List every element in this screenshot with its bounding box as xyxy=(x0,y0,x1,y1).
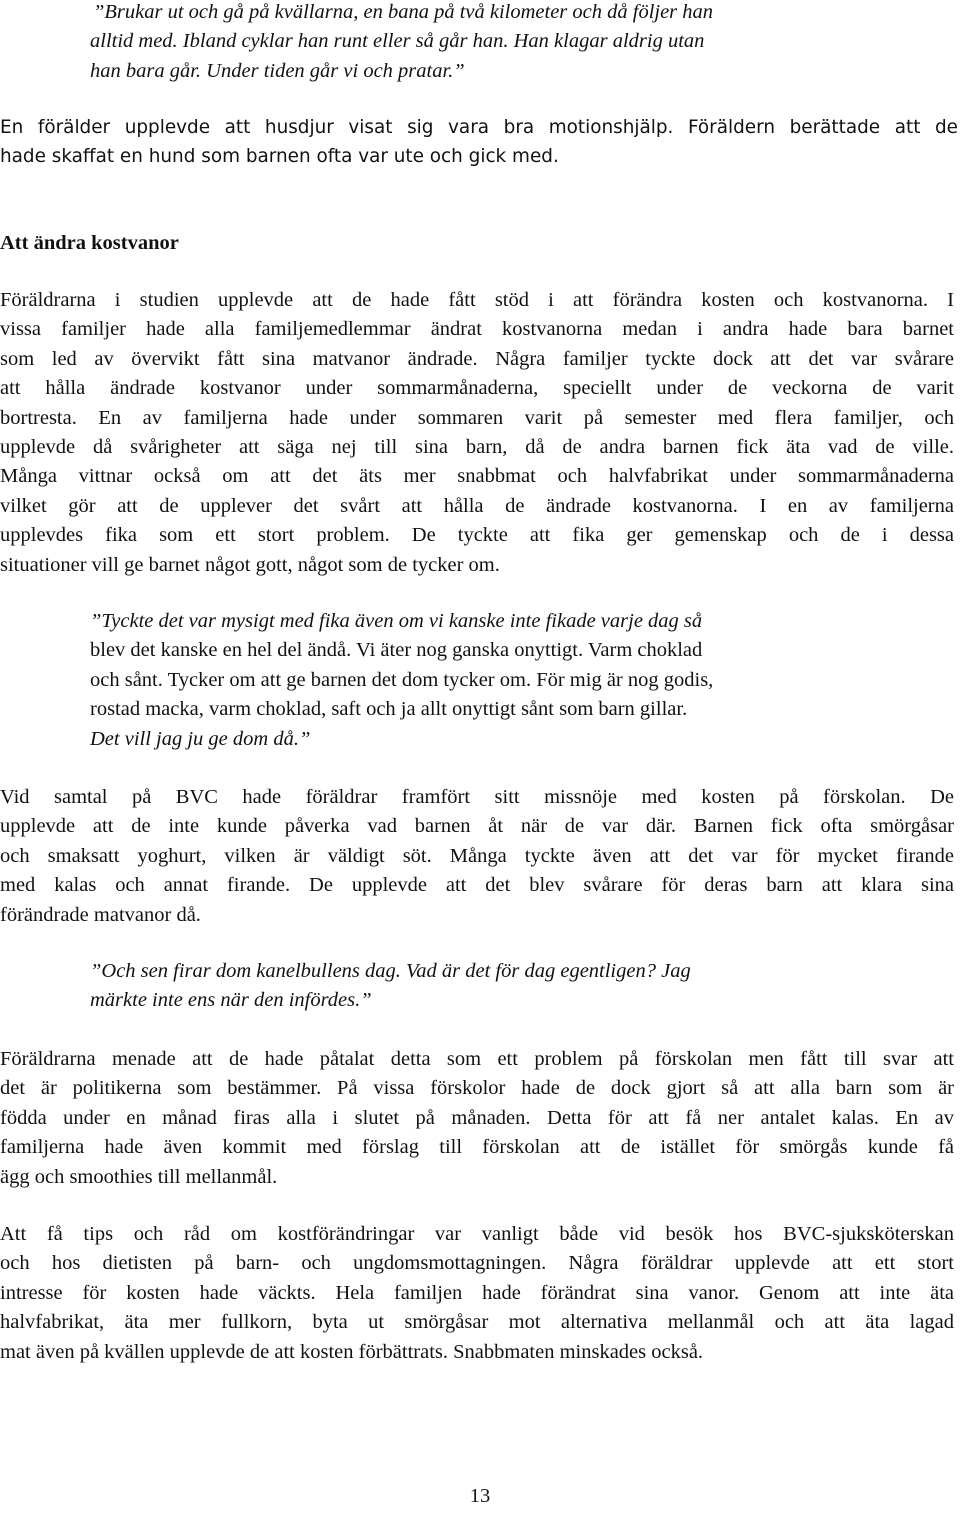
paragraph-line: Att få tips och råd om kostförändringar var vanligt både vid besök hos BVC-sjuksköterskan xyxy=(0,1223,954,1245)
paragraph-line: ägg och smoothies till mellanmål. xyxy=(0,1165,278,1188)
paragraph-politicians xyxy=(0,1045,954,1192)
paragraph-line: Föräldrarna i studien upplevde att de hade fått stöd i att förändra kosten och kostvanorna. I xyxy=(0,289,954,311)
paragraph-line: det är politikerna som bestämmer. På vissa förskolor hade de dock gjort så att alla barn som är xyxy=(0,1077,954,1100)
quote-line: alltid med. Ibland cyklar han runt eller så går han. Han klagar aldrig utan xyxy=(90,30,705,53)
quote-line: märkte inte ens när den infördes.” xyxy=(90,989,372,1012)
quote-line: ”Brukar ut och gå på kvällarna, en bana på två kilometer och då följer han xyxy=(93,1,714,23)
paragraph-line: hade skaffat en hund som barnen ofta var ute och gick med. xyxy=(0,146,559,168)
paragraph-line: intresse för kosten hade väckts. Hela familjen hade förändrat sina vanor. Genom att inte äta xyxy=(0,1281,954,1304)
section-heading: Att ändra kostvanor xyxy=(0,232,179,254)
paragraph-pets xyxy=(0,113,958,172)
paragraph-line: födda under en månad firas alla i slutet på månaden. Detta för att få ner antalet kalas. En av xyxy=(0,1106,954,1129)
paragraph-line: Många vittnar också om att det äts mer snabbmat och halvfabrikat under sommarmånaderna xyxy=(0,465,954,488)
paragraph-line: familjerna hade även kommit med förslag till förskolan att de istället för smörgås kunde få xyxy=(0,1136,954,1159)
paragraph-line: vilket gör att de upplever det svårt att hålla de ändrade kostvanorna. I en av familjerna xyxy=(0,494,954,517)
paragraph-tips-advice xyxy=(0,1220,954,1367)
paragraph-line: med kalas och annat firande. De upplevde att det blev svårare för deras barn att klara sina xyxy=(0,874,954,897)
quote-cinnamon-bun xyxy=(90,957,900,1016)
paragraph-diet-changes xyxy=(0,286,954,580)
paragraph-bvc-preschool xyxy=(0,783,954,930)
quote-walking xyxy=(90,0,900,86)
paragraph-line: och smaksatt yoghurt, vilken är väldigt söt. Många tyckte även att det var för mycket firande xyxy=(0,844,954,867)
paragraph-line: förändrade matvanor då. xyxy=(0,903,201,926)
quote-line: han bara går. Under tiden går vi och pratar.” xyxy=(90,59,465,82)
quote-line: ”Tyckte det var mysigt med fika även om vi kanske inte fikade varje dag så xyxy=(90,610,703,632)
paragraph-line: och hos dietisten på barn- och ungdomsmottagningen. Några föräldrar upplevde att ett stort xyxy=(0,1252,954,1275)
paragraph-line: upplevde att de inte kunde påverka vad barnen åt när de var där. Barnen fick ofta smörgåsar xyxy=(0,815,954,838)
paragraph-line: upplevdes fika som ett stort problem. De tyckte att fika ger gemenskap och de i dessa xyxy=(0,524,954,547)
page-number: 13 xyxy=(469,1485,491,1507)
paragraph-line: situationer vill ge barnet något gott, något som de tycker om. xyxy=(0,553,500,576)
quote-line: Det vill jag ju ge dom då.” xyxy=(90,727,311,750)
paragraph-line: Vid samtal på BVC hade föräldrar framfört sitt missnöje med kosten på förskolan. De xyxy=(0,786,954,808)
paragraph-line: mat även på kvällen upplevde de att kosten förbättrats. Snabbmaten minskades också. xyxy=(0,1340,704,1363)
quote-line: blev det kanske en hel del ändå. Vi äter nog ganska onyttigt. Varm choklad xyxy=(90,639,703,662)
paragraph-line: att hålla ändrade kostvanor under sommarmånaderna, speciellt under de veckorna de varit xyxy=(0,377,954,400)
paragraph-line: bortresta. En av familjerna hade under sommaren varit på semester med flera familjer, och xyxy=(0,406,954,429)
paragraph-line: halvfabrikat, äta mer fullkorn, byta ut smörgåsar mot alternativa mellanmål och att äta lagad xyxy=(0,1311,954,1334)
paragraph-line: En förälder upplevde att husdjur visat sig vara bra motionshjälp. Föräldern berättade att de xyxy=(0,117,958,138)
paragraph-line: som led av övervikt fått sina matvanor ändrade. Några familjer tyckte dock att det var svårare xyxy=(0,347,954,370)
paragraph-line: upplevde då svårigheter att säga nej till sina barn, då de andra barnen fick äta vad de ville. xyxy=(0,436,954,459)
paragraph-line: Föräldrarna menade att de hade påtalat detta som ett problem på förskolan men fått till svar att xyxy=(0,1048,954,1070)
paragraph-line: vissa familjer hade alla familjemedlemmar ändrat kostvanorna medan i andra hade bara barnet xyxy=(0,318,954,341)
quote-line: rostad macka, varm choklad, saft och ja allt onyttigt sånt som barn gillar. xyxy=(90,698,688,721)
quote-line: och sånt. Tycker om att ge barnen det dom tycker om. För mig är nog godis, xyxy=(90,668,714,691)
quote-line: ”Och sen firar dom kanelbullens dag. Vad är det för dag egentligen? Jag xyxy=(90,960,691,982)
quote-fika xyxy=(90,607,900,754)
